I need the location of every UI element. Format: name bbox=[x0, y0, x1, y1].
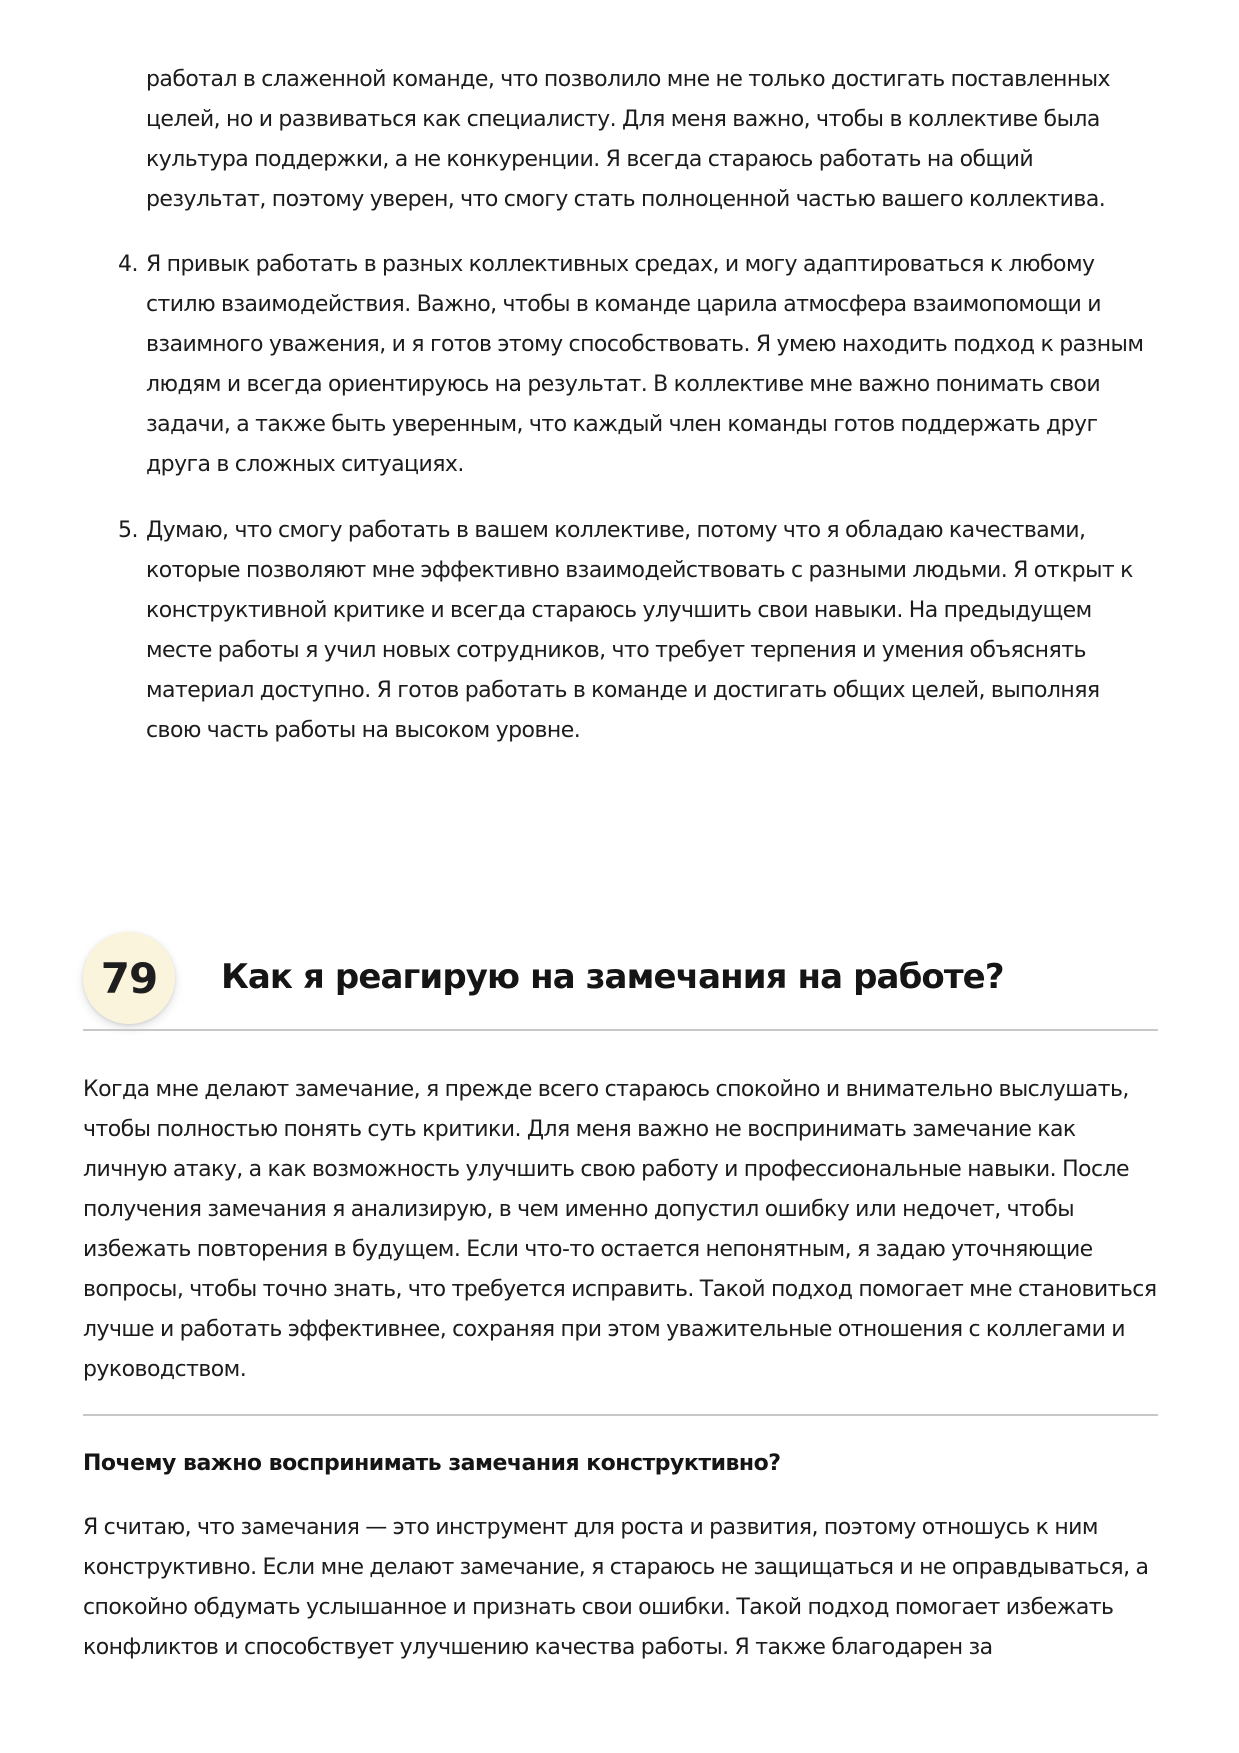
list-item-5-number: 5. bbox=[118, 518, 138, 543]
answer-paragraph: Когда мне делают замечание, я прежде всего стараюсь спокойно и внимательно выслушать, чтобы полностью понять суть критики. Для меня важно не воспринимать замечание как личную атаку, а как возможность улучшить свою работу и профессиональные навыки. После получения замечания я анализирую, в чем именно допустил ошибку или недочет, чтобы избежать повторения в будущем. Если что-то остается непонятным, я задаю уточняющие вопросы, чтобы точно знать, что требуется исправить. Такой подход помогает мне становиться лучше и работать эффективнее, сохраняя при этом уважительные отношения с коллегами и руководством. bbox=[83, 1077, 1157, 1382]
subheading: Почему важно воспринимать замечания конструктивно? bbox=[83, 1451, 781, 1476]
answer-divider bbox=[83, 1414, 1158, 1416]
sub-answer-paragraph: Я считаю, что замечания — это инструмент для роста и развития, поэтому отношусь к ним конструктивно. Если мне делают замечание, я стараюсь не защищаться и не оправдываться, а спокойно обдумать услышанное и признать свои ошибки. Такой подход помогает избежать конфликтов и способствует улучшению качества работы. Я также благодарен за bbox=[83, 1515, 1149, 1660]
question-number-badge: 79 bbox=[83, 932, 175, 1024]
list-item-3-continuation: работал в слаженной команде, что позволило мне не только достигать поставленных целей, но и развиваться как специалисту. Для меня важно, чтобы в коллективе была культура поддержки, а не конкуренции. Я всегда стараюсь работать на общий результат, поэтому уверен, что смогу стать полноценной частью вашего коллектива. bbox=[146, 67, 1111, 212]
section-divider bbox=[83, 1029, 1158, 1031]
list-item-5-text: Думаю, что смогу работать в вашем коллективе, потому что я обладаю качествами, которые позволяют мне эффективно взаимодействовать с разными людьми. Я открыт к конструктивной критике и всегда стараюсь улучшить свои навыки. На предыдущем месте работы я учил новых сотрудников, что требует терпения и умения объяснять материал доступно. Я готов работать в команде и достигать общих целей, выполняя свою часть работы на высоком уровне. bbox=[146, 518, 1133, 743]
question-title: Как я реагирую на замечания на работе? bbox=[221, 957, 1004, 997]
list-item-4-text: Я привык работать в разных коллективных средах, и могу адаптироваться к любому стилю взаимодействия. Важно, чтобы в команде царила атмосфера взаимопомощи и взаимного уважения, и я готов этому способствовать. Я умею находить подход к разным людям и всегда ориентируюсь на результат. В коллективе мне важно понимать свои задачи, а также быть уверенным, что каждый член команды готов поддержать друг друга в сложных ситуациях. bbox=[146, 252, 1144, 477]
list-item-4-number: 4. bbox=[118, 252, 138, 277]
